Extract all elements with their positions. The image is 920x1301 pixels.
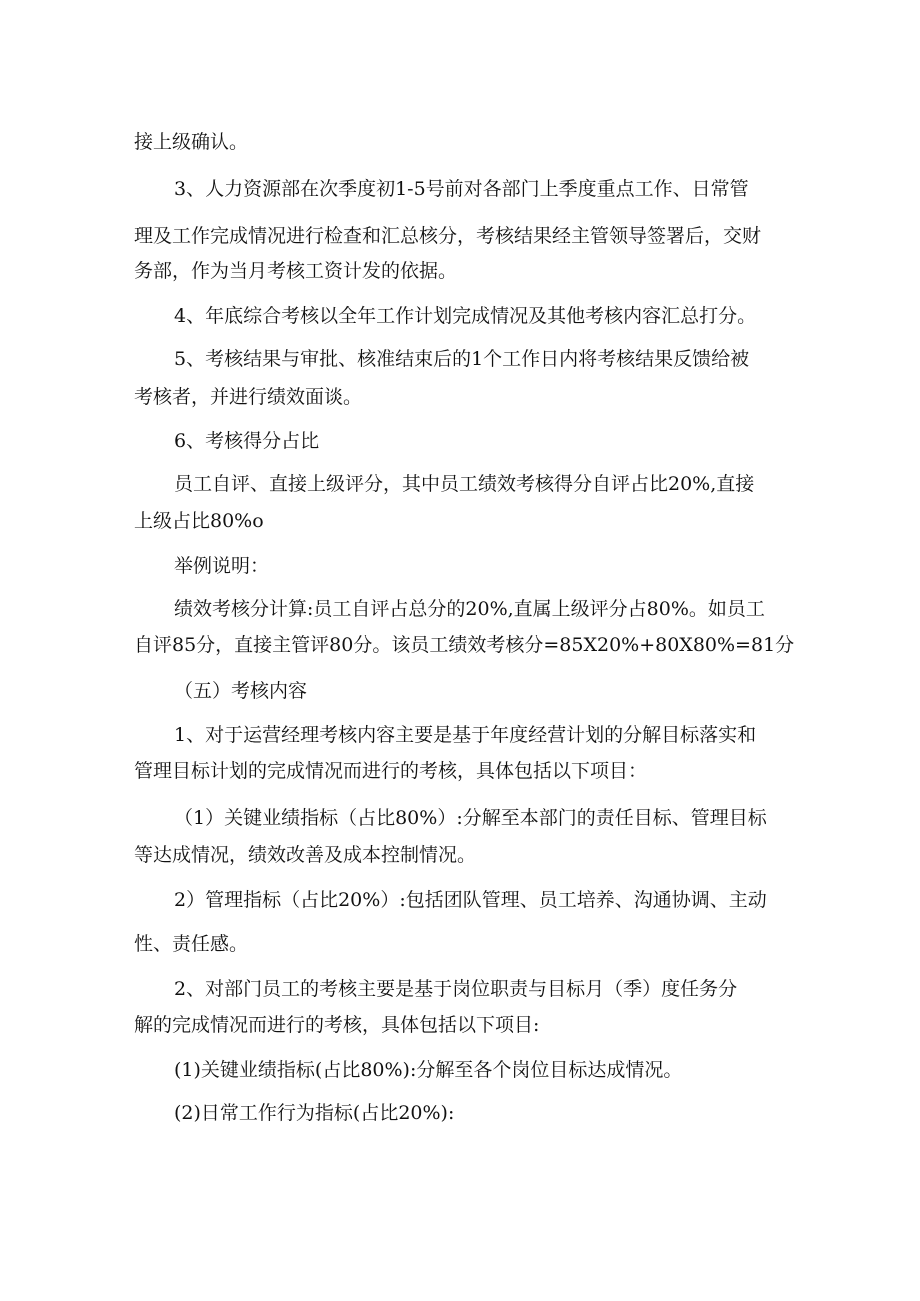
body-text-line-7: 考核者，并进行绩效面谈。	[134, 386, 363, 408]
body-text-line-4: 务部，作为当月考核工资计发的依据。	[134, 260, 458, 282]
body-text-line-15: 1、对于运营经理考核内容主要是基于年度经营计划的分解目标落实和	[174, 724, 757, 746]
body-text-line-22: 解的完成情况而进行的考核，具体包括以下项目:	[134, 1014, 540, 1036]
body-text-line-21: 2、对部门员工的考核主要是基于岗位职责与目标月（季）度任务分	[174, 978, 738, 1000]
body-text-line-17: （1）关键业绩指标（占比80%）:分解至本部门的责任目标、管理目标	[174, 807, 767, 829]
body-text-line-8: 6、考核得分占比	[174, 430, 320, 452]
body-text-line-20: 性、责任感。	[134, 933, 249, 955]
body-text-line-1: 接上级确认。	[134, 131, 249, 153]
body-text-line-19: 2）管理指标（占比20%）:包括团队管理、员工培养、沟通协调、主动	[174, 889, 767, 911]
body-text-line-5: 4、年底综合考核以全年工作计划完成情况及其他考核内容汇总打分。	[174, 305, 757, 327]
body-text-line-12: 绩效考核分计算:员工自评占总分的20%,直属上级评分占80%。如员工	[174, 598, 765, 620]
body-text-line-18: 等达成情况，绩效改善及成本控制情况。	[134, 844, 477, 866]
body-text-line-2: 3、人力资源部在次季度初1-5号前对各部门上季度重点工作、日常管	[174, 178, 749, 200]
body-text-line-11: 举例说明：	[174, 555, 270, 577]
body-text-line-14: （五）考核内容	[174, 680, 308, 702]
body-text-line-24: (2)日常工作行为指标(占比20%):	[174, 1102, 455, 1124]
body-text-line-9: 员工自评、直接上级评分，其中员工绩效考核得分自评占比20%,直接	[174, 473, 755, 495]
body-text-line-10: 上级占比80%o	[134, 510, 264, 532]
body-text-line-23: (1)关键业绩指标(占比80%):分解至各个岗位目标达成情况。	[174, 1059, 683, 1081]
body-text-line-3: 理及工作完成情况进行检查和汇总核分，考核结果经主管领导签署后，交财	[134, 225, 762, 247]
body-text-line-13: 自评85分，直接主管评80分。该员工绩效考核分=85X20%+80X80%=81分	[134, 634, 795, 656]
body-text-line-16: 管理目标计划的完成情况而进行的考核，具体包括以下项目：	[134, 760, 648, 782]
body-text-line-6: 5、考核结果与审批、核准结束后的1个工作日内将考核结果反馈给被	[174, 348, 750, 370]
